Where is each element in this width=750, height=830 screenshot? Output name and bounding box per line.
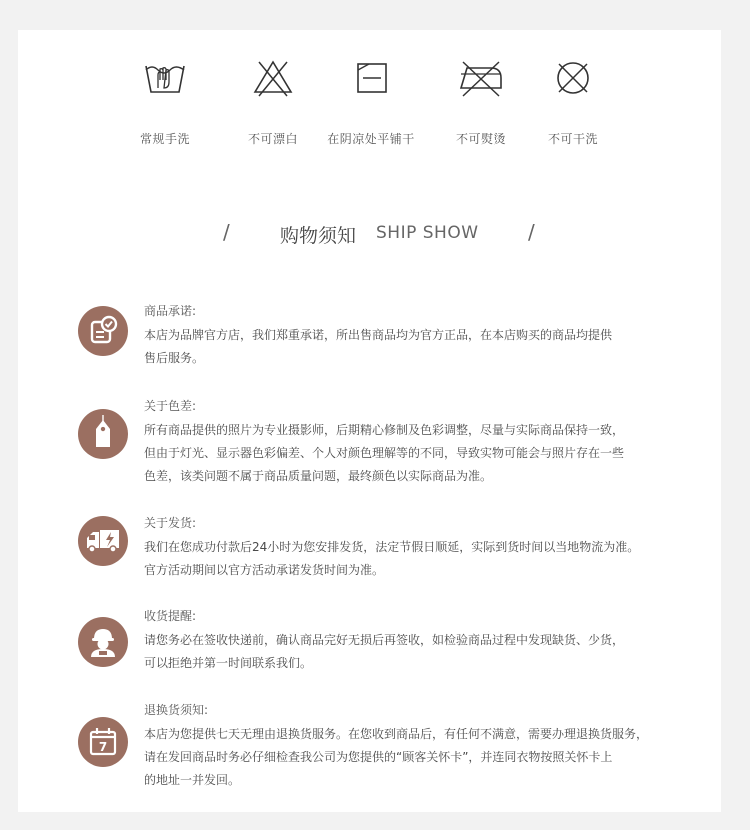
notice-title: 关于色差: [144,399,197,413]
title-slash-right: / [528,220,535,244]
care-item-hand-wash [110,50,220,160]
price-tag-icon [78,409,128,459]
notice-line: 请您务必在签收快递前，确认商品完好无损后再签收，如检验商品过程中发现缺货、少货， [144,633,625,647]
hand-wash-icon [143,58,187,98]
notice-body [144,536,716,582]
notice-line: 可以拒绝并第一时间联系我们。 [144,656,313,670]
notice-title: 退换货须知: [144,703,209,717]
notice-line: 色差，该类问题不属于商品质量问题，最终颜色以实际商品为准。 [144,469,493,483]
care-label: 常规手洗 [139,132,190,146]
product-info-page [18,30,721,812]
notice-body [144,324,716,370]
notice-guarantee [78,302,718,372]
notice-line: 所有商品提供的照片为专业摄影师，后期精心修制及色彩调整，尽量与实际商品保持一致， [144,423,625,437]
notice-receipt [78,607,718,677]
notice-line: 请在发回商品时务必仔细检查我公司为您提供的“顾客关怀卡”，并连同衣物按照关怀卡上 [144,750,613,764]
section-title-cn: 购物须知 [280,225,357,247]
care-instructions [110,50,650,160]
notice-line: 我们在您成功付款后24小时为您安排发货，法定节假日顺延，实际到货时间以当地物流为准。 [144,540,640,554]
section-title-en: SHIP SHOW [376,223,479,243]
care-label: 不可漂白 [247,132,298,146]
no-iron-icon [457,58,505,98]
notice-line: 的地址一并发回。 [144,773,241,787]
notice-line: 本店为您提供七天无理由退换货服务。在您收到商品后，有任何不满意，需要办理退换货服务， [144,727,649,741]
guarantee-icon [78,306,128,356]
notice-body [144,419,716,488]
care-item-no-dry-clean [518,50,628,160]
notice-line: 本店为品牌官方店，我们郑重承诺，所出售商品均为官方正品，在本店购买的商品均提供 [144,328,613,342]
care-label: 不可干洗 [547,132,598,146]
notice-body [144,629,716,675]
notice-body [144,723,716,792]
notice-line: 但由于灯光、显示器色彩偏差、个人对颜色理解等的不同，导致实物可能会与照片存在一些 [144,446,625,460]
notice-returns [78,701,718,796]
notice-line: 售后服务。 [144,351,205,365]
notice-title: 收货提醒: [144,609,197,623]
delivery-truck-icon [78,516,128,566]
care-label: 在阴凉处平铺干 [327,132,415,146]
title-slash-left: / [223,220,230,244]
calendar-7-icon [78,717,128,767]
notice-color-difference [78,397,718,487]
dry-flat-shade-icon [349,58,393,98]
care-item-dry-flat-shade [316,50,426,160]
notice-shipping [78,514,718,584]
care-item-no-bleach [218,50,328,160]
notice-line: 官方活动期间以官方活动承诺发货时间为准。 [144,563,385,577]
calendar-number: 7 [98,740,108,754]
notice-title: 关于发货: [144,516,197,530]
notice-title: 商品承诺: [144,304,197,318]
care-label: 不可熨烫 [455,132,506,146]
no-bleach-icon [251,58,295,98]
courier-icon [78,617,128,667]
section-heading [18,220,721,250]
no-dry-clean-icon [551,58,595,98]
